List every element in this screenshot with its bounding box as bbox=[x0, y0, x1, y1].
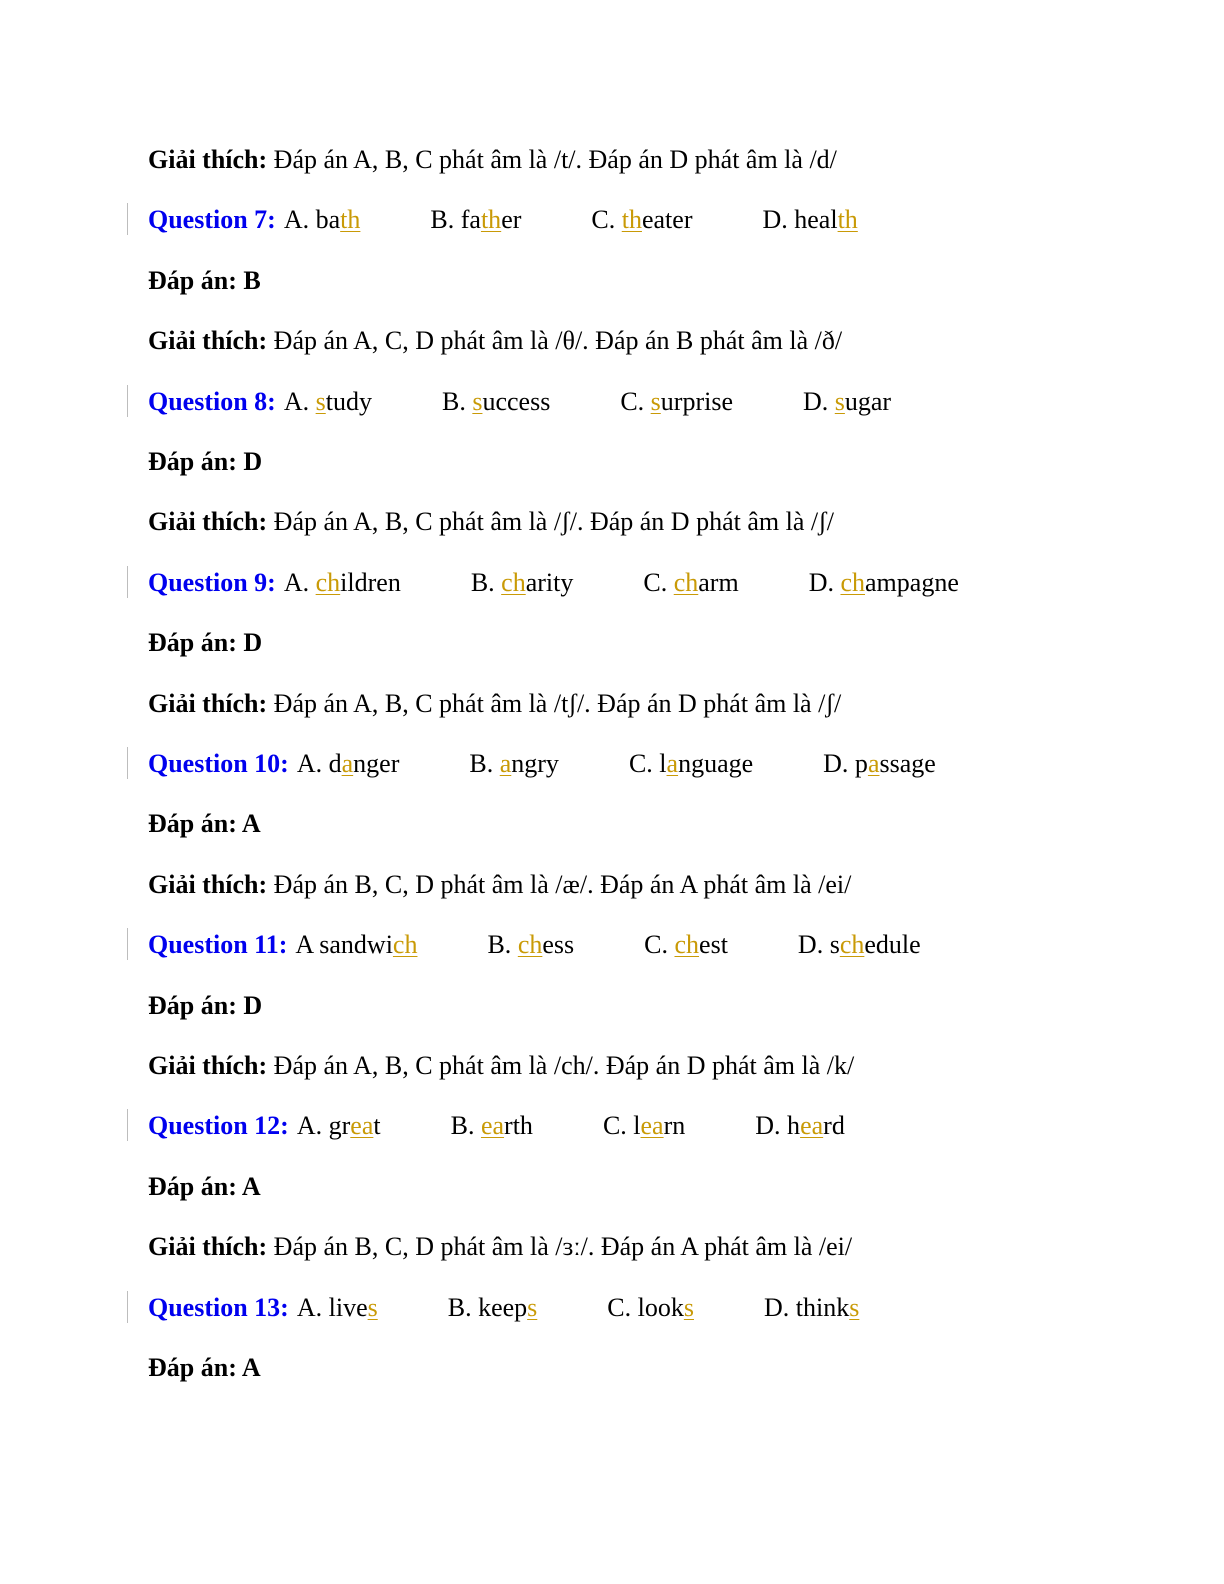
question-label: Question 7: bbox=[148, 205, 276, 234]
option-text: D. think bbox=[763, 1293, 850, 1322]
answer-option bbox=[603, 1108, 685, 1144]
answer-text: Đáp án: B bbox=[148, 266, 261, 295]
answer-option bbox=[620, 384, 733, 420]
question-label: Question 13: bbox=[148, 1293, 289, 1322]
option-text: C. look bbox=[607, 1293, 684, 1322]
option-text: A. d bbox=[296, 749, 342, 778]
option-text: ildren bbox=[340, 568, 401, 597]
option-text: C. bbox=[644, 930, 675, 959]
explanation-label: Giải thích: bbox=[148, 145, 268, 174]
highlighted-letters: ch bbox=[501, 568, 526, 597]
highlighted-letters: s bbox=[650, 387, 661, 416]
answer-option bbox=[297, 746, 400, 782]
explanation-text: Đáp án B, C, D phát âm là /æ/. Đáp án A phát âm là /ei/ bbox=[267, 870, 852, 899]
change-bar bbox=[127, 566, 128, 598]
highlighted-letters: ch bbox=[674, 930, 700, 959]
explanation-label: Giải thích: bbox=[148, 326, 268, 355]
change-bar bbox=[127, 385, 128, 417]
question-label: Question 11: bbox=[148, 930, 288, 959]
highlighted-letters: ea bbox=[640, 1111, 664, 1140]
option-text: D. heal bbox=[762, 205, 838, 234]
option-text: D. bbox=[808, 568, 841, 597]
answer-line bbox=[148, 1350, 261, 1386]
option-text: B. bbox=[487, 930, 518, 959]
option-text: A sandwi bbox=[295, 930, 393, 959]
answer-text: Đáp án: A bbox=[148, 1353, 261, 1382]
highlighted-letters: s bbox=[367, 1293, 378, 1322]
highlighted-letters: s bbox=[834, 387, 845, 416]
highlighted-letters: ch bbox=[673, 568, 699, 597]
highlighted-letters: ea bbox=[800, 1111, 824, 1140]
answer-line bbox=[148, 625, 262, 661]
answer-option bbox=[430, 202, 521, 238]
option-text: A. live bbox=[296, 1293, 368, 1322]
question-label: Question 8: bbox=[148, 387, 276, 416]
explanation-text: Đáp án A, C, D phát âm là /θ/. Đáp án B phát âm là /ð/ bbox=[267, 326, 843, 355]
change-bar bbox=[127, 928, 128, 960]
change-bar bbox=[127, 1109, 128, 1141]
answer-option bbox=[591, 202, 692, 238]
question-line bbox=[148, 1290, 859, 1326]
answer-text: Đáp án: D bbox=[148, 447, 263, 476]
option-text: C. l bbox=[602, 1111, 641, 1140]
answer-option bbox=[471, 565, 574, 601]
highlighted-letters: th bbox=[480, 205, 502, 234]
answer-option bbox=[297, 1108, 381, 1144]
option-text: C. bbox=[643, 568, 674, 597]
explanation-line bbox=[148, 686, 841, 722]
answer-line bbox=[148, 263, 261, 299]
explanation-text: Đáp án A, B, C phát âm là /ch/. Đáp án D phát âm là /k/ bbox=[267, 1051, 855, 1080]
explanation-line bbox=[148, 1048, 854, 1084]
highlighted-letters: ch bbox=[840, 568, 866, 597]
explanation-line bbox=[148, 323, 842, 359]
question-label: Question 10: bbox=[148, 749, 289, 778]
highlighted-letters: ea bbox=[480, 1111, 505, 1140]
change-bar bbox=[127, 1291, 128, 1323]
explanation-text: Đáp án A, B, C phát âm là /ʃ/. Đáp án D phát âm là /ʃ/ bbox=[267, 507, 834, 536]
option-text: uccess bbox=[482, 387, 551, 416]
highlighted-letters: ch bbox=[517, 930, 543, 959]
explanation-label: Giải thích: bbox=[148, 689, 268, 718]
highlighted-letters: s bbox=[527, 1293, 538, 1322]
highlighted-letters: a bbox=[341, 749, 354, 778]
highlighted-letters: s bbox=[315, 387, 326, 416]
question-label: Question 9: bbox=[148, 568, 276, 597]
option-text: D. h bbox=[755, 1111, 801, 1140]
option-text: ngry bbox=[511, 749, 559, 778]
option-text: tudy bbox=[325, 387, 372, 416]
option-text: B. bbox=[470, 568, 502, 597]
question-label: Question 12: bbox=[148, 1111, 289, 1140]
question-line bbox=[148, 384, 891, 420]
highlighted-letters: ch bbox=[315, 568, 341, 597]
option-text: eater bbox=[641, 205, 693, 234]
option-text: B. keep bbox=[447, 1293, 528, 1322]
answer-option bbox=[442, 384, 550, 420]
explanation-text: Đáp án A, B, C phát âm là /tʃ/. Đáp án D phát âm là /ʃ/ bbox=[267, 689, 842, 718]
answer-line bbox=[148, 806, 261, 842]
explanation-line bbox=[148, 867, 851, 903]
highlighted-letters: ch bbox=[839, 930, 865, 959]
option-text: D. bbox=[802, 387, 835, 416]
answer-text: Đáp án: A bbox=[148, 809, 261, 838]
explanation-text: Đáp án A, B, C phát âm là /t/. Đáp án D phát âm là /d/ bbox=[267, 145, 837, 174]
question-line bbox=[148, 746, 936, 782]
answer-option bbox=[284, 384, 372, 420]
option-text: ssage bbox=[879, 749, 936, 778]
explanation-label: Giải thích: bbox=[148, 1232, 268, 1261]
highlighted-letters: a bbox=[499, 749, 512, 778]
highlighted-letters: th bbox=[340, 205, 361, 234]
explanation-line bbox=[148, 142, 837, 178]
highlighted-letters: s bbox=[683, 1293, 694, 1322]
option-text: est bbox=[699, 930, 728, 959]
answer-option bbox=[469, 746, 559, 782]
answer-option bbox=[448, 1290, 538, 1326]
highlighted-letters: s bbox=[849, 1293, 860, 1322]
highlighted-letters: a bbox=[867, 749, 880, 778]
highlighted-letters: a bbox=[666, 749, 679, 778]
option-text: t bbox=[373, 1111, 381, 1140]
option-text: rd bbox=[823, 1111, 845, 1140]
option-text: arity bbox=[525, 568, 574, 597]
change-bar bbox=[127, 203, 128, 235]
explanation-line bbox=[148, 1229, 852, 1265]
answer-option bbox=[295, 927, 417, 963]
option-text: ugar bbox=[844, 387, 892, 416]
answer-option bbox=[284, 565, 401, 601]
explanation-label: Giải thích: bbox=[148, 1051, 268, 1080]
option-text: A. ba bbox=[283, 205, 341, 234]
answer-option bbox=[607, 1290, 694, 1326]
option-text: rth bbox=[504, 1111, 533, 1140]
question-line bbox=[148, 565, 959, 601]
explanation-label: Giải thích: bbox=[148, 870, 268, 899]
answer-text: Đáp án: D bbox=[148, 991, 263, 1020]
option-text: B. bbox=[469, 749, 500, 778]
explanation-label: Giải thích: bbox=[148, 507, 268, 536]
question-line bbox=[148, 1108, 845, 1144]
option-text: nger bbox=[353, 749, 400, 778]
highlighted-letters: th bbox=[621, 205, 642, 234]
question-line bbox=[148, 927, 921, 963]
option-text: D. p bbox=[823, 749, 868, 778]
answer-option bbox=[629, 746, 753, 782]
question-line bbox=[148, 202, 858, 238]
answer-option bbox=[487, 927, 574, 963]
highlighted-letters: s bbox=[472, 387, 483, 416]
option-text: C. l bbox=[628, 749, 667, 778]
answer-line bbox=[148, 988, 262, 1024]
option-text: C. bbox=[620, 387, 651, 416]
answer-text: Đáp án: D bbox=[148, 628, 263, 657]
answer-option bbox=[297, 1290, 378, 1326]
answer-option bbox=[823, 746, 936, 782]
answer-option bbox=[762, 202, 857, 238]
option-text: ampagne bbox=[865, 568, 959, 597]
answer-option bbox=[643, 565, 738, 601]
answer-line bbox=[148, 444, 262, 480]
answer-option bbox=[798, 927, 921, 963]
answer-option bbox=[451, 1108, 533, 1144]
answer-option bbox=[644, 927, 728, 963]
option-text: rn bbox=[663, 1111, 686, 1140]
explanation-line bbox=[148, 504, 834, 540]
answer-option bbox=[803, 384, 891, 420]
answer-text: Đáp án: A bbox=[148, 1172, 261, 1201]
option-text: urprise bbox=[660, 387, 733, 416]
highlighted-letters: ch bbox=[392, 930, 418, 959]
option-text: B. bbox=[441, 387, 473, 416]
option-text: ess bbox=[542, 930, 575, 959]
answer-option bbox=[809, 565, 959, 601]
option-text: A. bbox=[283, 387, 316, 416]
change-bar bbox=[127, 747, 128, 779]
option-text: nguage bbox=[678, 749, 754, 778]
answer-option bbox=[284, 202, 361, 238]
option-text: arm bbox=[698, 568, 739, 597]
highlighted-letters: th bbox=[837, 205, 858, 234]
option-text: D. s bbox=[797, 930, 840, 959]
answer-line bbox=[148, 1169, 261, 1205]
option-text: er bbox=[501, 205, 522, 234]
option-text: A. gr bbox=[296, 1111, 351, 1140]
option-text: A. bbox=[283, 568, 316, 597]
answer-option bbox=[755, 1108, 845, 1144]
option-text: B. fa bbox=[430, 205, 481, 234]
option-text: B. bbox=[450, 1111, 481, 1140]
option-text: C. bbox=[591, 205, 622, 234]
highlighted-letters: ea bbox=[350, 1111, 374, 1140]
option-text: edule bbox=[864, 930, 921, 959]
explanation-text: Đáp án B, C, D phát âm là /ɜː/. Đáp án A phát âm là /ei/ bbox=[267, 1232, 853, 1261]
answer-option bbox=[764, 1290, 859, 1326]
